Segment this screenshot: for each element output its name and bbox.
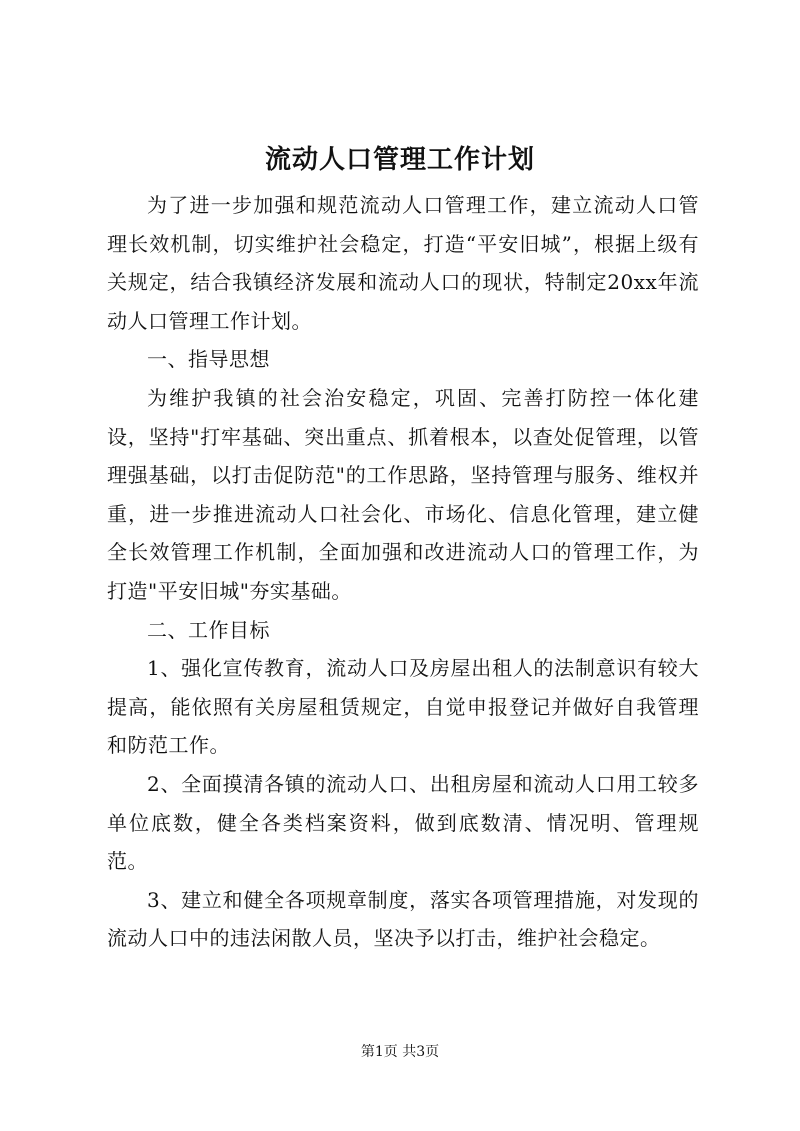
goal-item-1: 1、强化宣传教育，流动人口及房屋出租人的法制意识有较大提高，能依照有关房屋租赁规定，自觉申报登记并做好自我管理和防范工作。	[107, 656, 699, 758]
intro-paragraph: 为了进一步加强和规范流动人口管理工作，建立流动人口管理长效机制，切实维护社会稳定，打造“平安旧城”，根据上级有关规定，结合我镇经济发展和流动人口的现状，特制定20xx年流动人口管理工作计划。	[107, 193, 699, 333]
document-title: 流动人口管理工作计划	[264, 145, 535, 175]
section-heading-guiding-ideology: 一、指导思想	[147, 347, 270, 372]
document-body	[107, 186, 699, 958]
guiding-ideology-paragraph: 为维护我镇的社会治安稳定，巩固、完善打防控一体化建设，坚持"打牢基础、突出重点、抓着根本，以查处促管理，以管理强基础，以打击促防范"的工作思路，坚持管理与服务、维权并重，进一步推进流动人口社会化、市场化、信息化管理，建立健全长效管理工作机制，全面加强和改进流动人口的管理工作，为打造"平安旧城"夯实基础。	[107, 385, 699, 603]
page-footer: 第1页 共3页	[360, 1044, 440, 1060]
goal-item-2: 2、全面摸清各镇的流动人口、出租房屋和流动人口用工较多单位底数，健全各类档案资料，做到底数清、情况明、管理规范。	[107, 771, 699, 874]
section-heading-work-goals: 二、工作目标	[147, 617, 270, 642]
goal-item-3: 3、建立和健全各项规章制度，落实各项管理措施，对发现的流动人口中的违法闲散人员，坚决予以打击，维护社会稳定。	[107, 887, 699, 951]
